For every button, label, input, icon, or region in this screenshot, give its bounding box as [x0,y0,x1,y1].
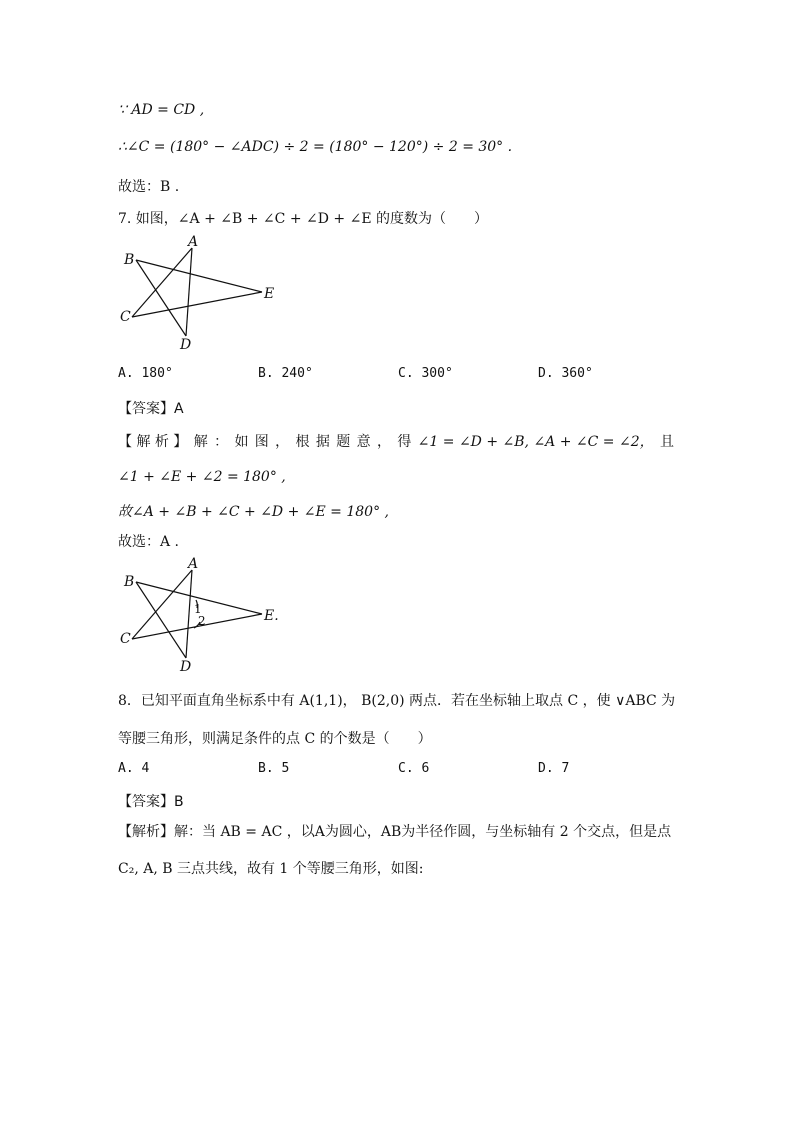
q7-analysis-word: 根 [295,434,310,450]
q7-analysis-word: ： [214,434,229,450]
q7-analysis-word: ， [376,434,391,450]
fig1-label-b: B [124,252,135,268]
q7-analysis-word: 得 [397,434,412,450]
fig2-label-2: 2 [198,614,206,628]
q7-analysis-line1 [118,431,674,451]
select-prev-line: 故选：B . [118,179,180,195]
q7-choice-d[interactable]: D. 360° [538,366,593,381]
q8-stem-line2: 等腰三角形，则满足条件的点 C 的个数是（ ） [118,731,432,747]
q7-line2: ∠1 + ∠E + ∠2 = 180° , [118,469,286,485]
fig2-label-d: D [180,659,192,675]
fig2-label-a: A [188,556,199,572]
fig2-label-b: B [124,574,135,590]
fig1-label-a: A [188,234,199,250]
q7-choice-a[interactable]: A. 180° [118,366,173,381]
fig2-label-1: 1 [194,602,202,616]
q7-answer: 【答案】A [118,401,184,417]
fig1-label-e: E [264,286,275,302]
q7-choices [118,366,678,381]
q7-analysis-word: 据 [315,434,330,450]
fig2-label-e: E. [264,608,279,624]
q8-choice-c[interactable]: C. 6 [398,761,430,776]
q8-stem-line1: 8．已知平面直角坐标系中有 A(1,1)， B(2,0) 两点．若在坐标轴上取点 C ，使 ∨ABC 为 [118,693,676,709]
q7-analysis-word: 如 [234,434,249,450]
q8-choice-b[interactable]: B. 5 [258,761,290,776]
q7-analysis-word: 题 [336,434,351,450]
q7-figure-1 [110,232,290,354]
fig1-label-d: D [180,337,192,353]
q7-choice-c[interactable]: C. 300° [398,366,453,381]
q7-select: 故选：A . [118,534,180,550]
q7-line3: 故∠A + ∠B + ∠C + ∠D + ∠E = 180° , [118,504,389,520]
fig2-label-c: C [120,631,131,647]
q7-analysis-word: ， [275,434,290,450]
q8-analysis-line2: C₂, A, B 三点共线，故有 1 个等腰三角形，如图: [118,861,424,877]
q7-analysis-word: 解 [193,434,208,450]
q8-choices [118,761,678,776]
q7-stem: 7. 如图，∠A + ∠B + ∠C + ∠D + ∠E 的度数为（ ） [118,211,488,227]
q8-choice-a[interactable]: A. 4 [118,761,150,776]
q8-answer: 【答案】B [118,794,184,810]
q7-figure-2 [110,556,296,676]
q7-analysis-head: 【 解 析 】 [118,434,188,450]
q8-analysis-line1: 【解析】解：当 AB = AC ，以A为圆心，AB为半径作圆，与坐标轴有 2 个交点，但是点 [118,824,672,840]
fig1-label-c: C [120,309,131,325]
q7-analysis-word: 图 [254,434,269,450]
q7-analysis-formula: ∠1 = ∠D + ∠B, ∠A + ∠C = ∠2， [417,434,654,450]
q7-analysis-word: 意 [356,434,371,450]
q8-choice-d[interactable]: D. 7 [538,761,570,776]
therefore-line: ∴∠C = (180° − ∠ADC) ÷ 2 = (180° − 120°) ÷ 2 = 30° . [118,139,513,155]
because-line: ∵ AD = CD , [118,102,205,118]
q7-analysis-end: 且 [660,434,674,450]
q7-choice-b[interactable]: B. 240° [258,366,313,381]
